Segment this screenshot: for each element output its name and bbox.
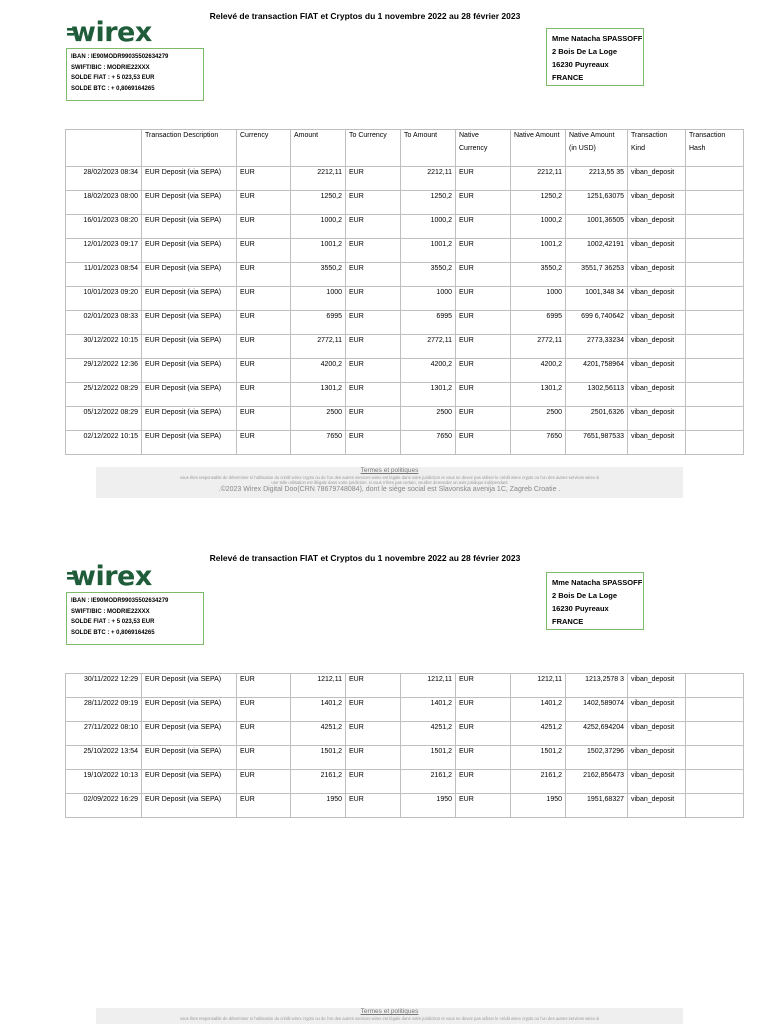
amount-cell: 2500 <box>291 407 346 431</box>
statement-title: Relevé de transaction FIAT et Cryptos du 1 novembre 2022 au 28 février 2023 <box>209 11 521 21</box>
amount-cell: 2772,11 <box>291 335 346 359</box>
transaction-hash-cell <box>686 191 744 215</box>
table-body <box>66 167 744 455</box>
column-header: Transaction Description <box>142 130 237 167</box>
description-cell: EUR Deposit (via SEPA) <box>142 770 237 794</box>
to-currency-cell: EUR <box>346 746 401 770</box>
transaction-hash-cell <box>686 215 744 239</box>
description-cell: EUR Deposit (via SEPA) <box>142 722 237 746</box>
transaction-kind-cell: viban_deposit <box>628 191 686 215</box>
column-header: Native Currency <box>456 130 511 167</box>
amount-cell: 7650 <box>291 431 346 455</box>
description-cell: EUR Deposit (via SEPA) <box>142 287 237 311</box>
native-amount-cell: 6995 <box>511 311 566 335</box>
amount-cell: 4200,2 <box>291 359 346 383</box>
currency-cell: EUR <box>237 383 291 407</box>
amount-cell: 1501,2 <box>291 746 346 770</box>
currency-cell: EUR <box>237 431 291 455</box>
transaction-hash-cell <box>686 263 744 287</box>
wirex-logo <box>67 562 165 588</box>
native-currency-cell: EUR <box>456 407 511 431</box>
description-cell: EUR Deposit (via SEPA) <box>142 359 237 383</box>
transaction-hash-cell <box>686 674 744 698</box>
native-currency-cell: EUR <box>456 359 511 383</box>
date-cell: 30/12/2022 10:15 <box>66 335 142 359</box>
native-amount-cell: 4200,2 <box>511 359 566 383</box>
native-amount-usd-cell: 1001,36505 <box>566 215 628 239</box>
currency-cell: EUR <box>237 722 291 746</box>
transaction-kind-cell: viban_deposit <box>628 407 686 431</box>
transaction-kind-cell: viban_deposit <box>628 431 686 455</box>
native-amount-cell: 2161,2 <box>511 770 566 794</box>
transaction-kind-cell: viban_deposit <box>628 335 686 359</box>
column-header: Native Amount <box>511 130 566 167</box>
amount-cell: 1001,2 <box>291 239 346 263</box>
amount-cell: 6995 <box>291 311 346 335</box>
currency-cell: EUR <box>237 359 291 383</box>
transactions-table <box>65 673 744 818</box>
native-amount-cell: 1000,2 <box>511 215 566 239</box>
table-row <box>66 722 744 746</box>
transaction-kind-cell: viban_deposit <box>628 239 686 263</box>
transaction-kind-cell: viban_deposit <box>628 359 686 383</box>
iban: IBAN : IE90MODR99035502634279 <box>71 54 169 60</box>
transaction-hash-cell <box>686 431 744 455</box>
transaction-kind-cell: viban_deposit <box>628 311 686 335</box>
to-currency-cell: EUR <box>346 311 401 335</box>
transaction-hash-cell <box>686 359 744 383</box>
transaction-kind-cell: viban_deposit <box>628 770 686 794</box>
amount-cell: 1212,11 <box>291 674 346 698</box>
table-row <box>66 431 744 455</box>
transaction-kind-cell: viban_deposit <box>628 674 686 698</box>
transaction-kind-cell: viban_deposit <box>628 383 686 407</box>
native-amount-cell: 1001,2 <box>511 239 566 263</box>
table-row <box>66 674 744 698</box>
description-cell: EUR Deposit (via SEPA) <box>142 674 237 698</box>
column-header: To Amount <box>401 130 456 167</box>
native-amount-usd-cell: 2162,856473 <box>566 770 628 794</box>
native-amount-cell: 3550,2 <box>511 263 566 287</box>
to-amount-cell: 1401,2 <box>401 698 456 722</box>
table-row <box>66 746 744 770</box>
to-currency-cell: EUR <box>346 215 401 239</box>
transaction-hash-cell <box>686 335 744 359</box>
terms-link[interactable]: Termes et politiques <box>360 467 419 474</box>
native-amount-usd-cell: 1251,63075 <box>566 191 628 215</box>
wirex-logo-text: wirex <box>71 18 152 44</box>
date-cell: 18/02/2023 08:00 <box>66 191 142 215</box>
native-amount-usd-cell: 2213,55 35 <box>566 167 628 191</box>
address-box <box>546 572 644 630</box>
native-amount-usd-cell: 7651,987533 <box>566 431 628 455</box>
to-currency-cell: EUR <box>346 431 401 455</box>
table-row <box>66 794 744 818</box>
column-header <box>66 130 142 167</box>
native-amount-usd-cell: 3551,7 36253 <box>566 263 628 287</box>
native-currency-cell: EUR <box>456 770 511 794</box>
to-currency-cell: EUR <box>346 407 401 431</box>
to-amount-cell: 4200,2 <box>401 359 456 383</box>
native-amount-cell: 1501,2 <box>511 746 566 770</box>
description-cell: EUR Deposit (via SEPA) <box>142 794 237 818</box>
table-row <box>66 287 744 311</box>
native-currency-cell: EUR <box>456 746 511 770</box>
description-cell: EUR Deposit (via SEPA) <box>142 407 237 431</box>
description-cell: EUR Deposit (via SEPA) <box>142 746 237 770</box>
transaction-hash-cell <box>686 794 744 818</box>
description-cell: EUR Deposit (via SEPA) <box>142 263 237 287</box>
to-currency-cell: EUR <box>346 263 401 287</box>
city: 16230 Puyreaux <box>552 604 609 613</box>
native-currency-cell: EUR <box>456 167 511 191</box>
native-currency-cell: EUR <box>456 794 511 818</box>
transaction-hash-cell <box>686 770 744 794</box>
to-amount-cell: 4251,2 <box>401 722 456 746</box>
to-currency-cell: EUR <box>346 359 401 383</box>
wirex-logo <box>67 18 165 44</box>
to-amount-cell: 6995 <box>401 311 456 335</box>
column-header: Currency <box>237 130 291 167</box>
column-header: Transaction Kind <box>628 130 686 167</box>
amount-cell: 1000,2 <box>291 215 346 239</box>
amount-cell: 1950 <box>291 794 346 818</box>
btc-balance: SOLDE BTC : + 0,8069164265 <box>71 85 155 92</box>
native-amount-cell: 1301,2 <box>511 383 566 407</box>
amount-cell: 4251,2 <box>291 722 346 746</box>
description-cell: EUR Deposit (via SEPA) <box>142 239 237 263</box>
to-amount-cell: 3550,2 <box>401 263 456 287</box>
fiat-balance: SOLDE FIAT : + 5 023,53 EUR <box>71 619 155 625</box>
street: 2 Bois De La Loge <box>552 591 618 600</box>
native-currency-cell: EUR <box>456 263 511 287</box>
table-header <box>66 130 744 167</box>
date-cell: 28/11/2022 09:19 <box>66 698 142 722</box>
to-currency-cell: EUR <box>346 722 401 746</box>
date-cell: 16/01/2023 08:20 <box>66 215 142 239</box>
to-amount-cell: 2500 <box>401 407 456 431</box>
native-amount-cell: 2212,11 <box>511 167 566 191</box>
native-currency-cell: EUR <box>456 698 511 722</box>
to-amount-cell: 1001,2 <box>401 239 456 263</box>
description-cell: EUR Deposit (via SEPA) <box>142 191 237 215</box>
native-currency-cell: EUR <box>456 383 511 407</box>
description-cell: EUR Deposit (via SEPA) <box>142 335 237 359</box>
currency-cell: EUR <box>237 263 291 287</box>
iban: IBAN : IE90MODR99035502634279 <box>71 598 169 604</box>
copyright: .©2023 Wirex Digital Doo(CRN 78679748084), dont le siège social est Slavonska avenija 1C, Zagreb Croatie . <box>218 486 561 493</box>
to-currency-cell: EUR <box>346 770 401 794</box>
transaction-kind-cell: viban_deposit <box>628 263 686 287</box>
to-currency-cell: EUR <box>346 287 401 311</box>
amount-cell: 1301,2 <box>291 383 346 407</box>
to-currency-cell: EUR <box>346 335 401 359</box>
transaction-kind-cell: viban_deposit <box>628 215 686 239</box>
date-cell: 30/11/2022 12:29 <box>66 674 142 698</box>
transaction-hash-cell <box>686 239 744 263</box>
statement-page-2 <box>0 540 768 1024</box>
transaction-kind-cell: viban_deposit <box>628 722 686 746</box>
native-amount-usd-cell: 1302,56113 <box>566 383 628 407</box>
table-row <box>66 335 744 359</box>
currency-cell: EUR <box>237 794 291 818</box>
currency-cell: EUR <box>237 239 291 263</box>
transaction-hash-cell <box>686 722 744 746</box>
table-row <box>66 239 744 263</box>
native-currency-cell: EUR <box>456 287 511 311</box>
table-row <box>66 263 744 287</box>
native-amount-cell: 1950 <box>511 794 566 818</box>
to-amount-cell: 1212,11 <box>401 674 456 698</box>
amount-cell: 1000 <box>291 287 346 311</box>
to-amount-cell: 2772,11 <box>401 335 456 359</box>
native-amount-cell: 7650 <box>511 431 566 455</box>
column-header: To Currency <box>346 130 401 167</box>
native-amount-usd-cell: 1402,589074 <box>566 698 628 722</box>
terms-link[interactable]: Termes et politiques <box>360 1008 419 1015</box>
table-row <box>66 215 744 239</box>
description-cell: EUR Deposit (via SEPA) <box>142 215 237 239</box>
native-amount-usd-cell: 699 6,740642 <box>566 311 628 335</box>
amount-cell: 1401,2 <box>291 698 346 722</box>
native-amount-cell: 1250,2 <box>511 191 566 215</box>
table-row <box>66 167 744 191</box>
description-cell: EUR Deposit (via SEPA) <box>142 167 237 191</box>
native-currency-cell: EUR <box>456 335 511 359</box>
currency-cell: EUR <box>237 335 291 359</box>
transactions-table <box>65 129 744 455</box>
date-cell: 02/01/2023 08:33 <box>66 311 142 335</box>
disclaimer-line-1: vous êtes responsable de déterminer si l'utilisation du crédit wirex crypto ou de l'un des autres services wirex est légale dans votre juridiction et vous ne devez pas utiliser le crédit wirex crypto ou l'un des autres services wirex si <box>179 1016 600 1021</box>
to-currency-cell: EUR <box>346 383 401 407</box>
date-cell: 02/12/2022 10:15 <box>66 431 142 455</box>
date-cell: 28/02/2023 08:34 <box>66 167 142 191</box>
column-header: Amount <box>291 130 346 167</box>
table-row <box>66 407 744 431</box>
currency-cell: EUR <box>237 167 291 191</box>
to-currency-cell: EUR <box>346 698 401 722</box>
disclaimer-line-2: une telle utilisation est illégale dans votre juridiction. si vous n'êtes pas certain, veuillez demander un avis juridique indépendant <box>271 480 508 485</box>
date-cell: 19/10/2022 10:13 <box>66 770 142 794</box>
amount-cell: 3550,2 <box>291 263 346 287</box>
currency-cell: EUR <box>237 191 291 215</box>
date-cell: 25/10/2022 13:54 <box>66 746 142 770</box>
fiat-balance: SOLDE FIAT : + 5 023,53 EUR <box>71 75 155 81</box>
currency-cell: EUR <box>237 698 291 722</box>
date-cell: 11/01/2023 08:54 <box>66 263 142 287</box>
native-currency-cell: EUR <box>456 674 511 698</box>
currency-cell: EUR <box>237 746 291 770</box>
native-amount-cell: 1212,11 <box>511 674 566 698</box>
native-amount-usd-cell: 1951,68327 <box>566 794 628 818</box>
transaction-hash-cell <box>686 746 744 770</box>
to-amount-cell: 1301,2 <box>401 383 456 407</box>
footer <box>96 467 683 498</box>
table-row <box>66 191 744 215</box>
currency-cell: EUR <box>237 311 291 335</box>
native-currency-cell: EUR <box>456 215 511 239</box>
btc-balance: SOLDE BTC : + 0,8069164265 <box>71 629 155 636</box>
transaction-hash-cell <box>686 383 744 407</box>
to-amount-cell: 2212,11 <box>401 167 456 191</box>
column-header: Native Amount (in USD) <box>566 130 628 167</box>
to-amount-cell: 1250,2 <box>401 191 456 215</box>
transaction-kind-cell: viban_deposit <box>628 167 686 191</box>
table-row <box>66 311 744 335</box>
date-cell: 10/01/2023 09:20 <box>66 287 142 311</box>
currency-cell: EUR <box>237 770 291 794</box>
native-amount-cell: 1401,2 <box>511 698 566 722</box>
native-amount-usd-cell: 1502,37296 <box>566 746 628 770</box>
footer <box>96 1008 683 1024</box>
to-currency-cell: EUR <box>346 167 401 191</box>
disclaimer-line-1: vous êtes responsable de déterminer si l'utilisation du crédit wirex crypto ou de l'un des autres services wirex est légale dans votre juridiction et vous ne devez pas utiliser le crédit wirex crypto ou l'un des autres services wirex si <box>179 475 600 480</box>
recipient-name: Mme Natacha SPASSOFF <box>552 578 643 587</box>
native-amount-usd-cell: 2773,33234 <box>566 335 628 359</box>
country: FRANCE <box>552 617 584 626</box>
native-amount-cell: 2772,11 <box>511 335 566 359</box>
country: FRANCE <box>552 73 584 82</box>
native-amount-usd-cell: 4201,758964 <box>566 359 628 383</box>
native-amount-usd-cell: 1213,2578 3 <box>566 674 628 698</box>
amount-cell: 2212,11 <box>291 167 346 191</box>
native-amount-cell: 1000 <box>511 287 566 311</box>
wirex-logo-text: wirex <box>71 562 152 588</box>
to-amount-cell: 1000 <box>401 287 456 311</box>
native-currency-cell: EUR <box>456 431 511 455</box>
amount-cell: 1250,2 <box>291 191 346 215</box>
currency-cell: EUR <box>237 407 291 431</box>
account-info-box <box>66 592 204 645</box>
transaction-hash-cell <box>686 167 744 191</box>
currency-cell: EUR <box>237 674 291 698</box>
description-cell: EUR Deposit (via SEPA) <box>142 698 237 722</box>
transaction-kind-cell: viban_deposit <box>628 698 686 722</box>
swift-bic: SWIFT/BIC : MODRIE22XXX <box>71 64 150 71</box>
date-cell: 05/12/2022 08:29 <box>66 407 142 431</box>
date-cell: 27/11/2022 08:10 <box>66 722 142 746</box>
to-amount-cell: 1950 <box>401 794 456 818</box>
transaction-hash-cell <box>686 287 744 311</box>
native-amount-usd-cell: 2501,6326 <box>566 407 628 431</box>
native-currency-cell: EUR <box>456 311 511 335</box>
street: 2 Bois De La Loge <box>552 47 618 56</box>
transaction-kind-cell: viban_deposit <box>628 794 686 818</box>
address-box <box>546 28 644 86</box>
native-amount-usd-cell: 4252,694204 <box>566 722 628 746</box>
to-currency-cell: EUR <box>346 674 401 698</box>
date-cell: 29/12/2022 12:36 <box>66 359 142 383</box>
to-currency-cell: EUR <box>346 191 401 215</box>
currency-cell: EUR <box>237 215 291 239</box>
description-cell: EUR Deposit (via SEPA) <box>142 431 237 455</box>
native-amount-usd-cell: 1002,42191 <box>566 239 628 263</box>
native-currency-cell: EUR <box>456 722 511 746</box>
to-amount-cell: 1000,2 <box>401 215 456 239</box>
date-cell: 25/12/2022 08:29 <box>66 383 142 407</box>
column-header: Transaction Hash <box>686 130 744 167</box>
statement-title: Relevé de transaction FIAT et Cryptos du 1 novembre 2022 au 28 février 2023 <box>209 553 521 563</box>
to-currency-cell: EUR <box>346 239 401 263</box>
native-amount-usd-cell: 1001,348 34 <box>566 287 628 311</box>
to-currency-cell: EUR <box>346 794 401 818</box>
native-currency-cell: EUR <box>456 191 511 215</box>
account-info-box <box>66 48 204 101</box>
table-row <box>66 359 744 383</box>
native-currency-cell: EUR <box>456 239 511 263</box>
to-amount-cell: 1501,2 <box>401 746 456 770</box>
transaction-hash-cell <box>686 698 744 722</box>
description-cell: EUR Deposit (via SEPA) <box>142 383 237 407</box>
description-cell: EUR Deposit (via SEPA) <box>142 311 237 335</box>
table-row <box>66 383 744 407</box>
swift-bic: SWIFT/BIC : MODRIE22XXX <box>71 608 150 615</box>
transaction-kind-cell: viban_deposit <box>628 287 686 311</box>
transaction-hash-cell <box>686 407 744 431</box>
date-cell: 02/09/2022 16:29 <box>66 794 142 818</box>
native-amount-cell: 2500 <box>511 407 566 431</box>
amount-cell: 2161,2 <box>291 770 346 794</box>
recipient-name: Mme Natacha SPASSOFF <box>552 34 643 43</box>
to-amount-cell: 7650 <box>401 431 456 455</box>
table-body <box>66 674 744 818</box>
transaction-hash-cell <box>686 311 744 335</box>
table-row <box>66 698 744 722</box>
table-row <box>66 770 744 794</box>
native-amount-cell: 4251,2 <box>511 722 566 746</box>
transaction-kind-cell: viban_deposit <box>628 746 686 770</box>
currency-cell: EUR <box>237 287 291 311</box>
city: 16230 Puyreaux <box>552 60 609 69</box>
to-amount-cell: 2161,2 <box>401 770 456 794</box>
date-cell: 12/01/2023 09:17 <box>66 239 142 263</box>
